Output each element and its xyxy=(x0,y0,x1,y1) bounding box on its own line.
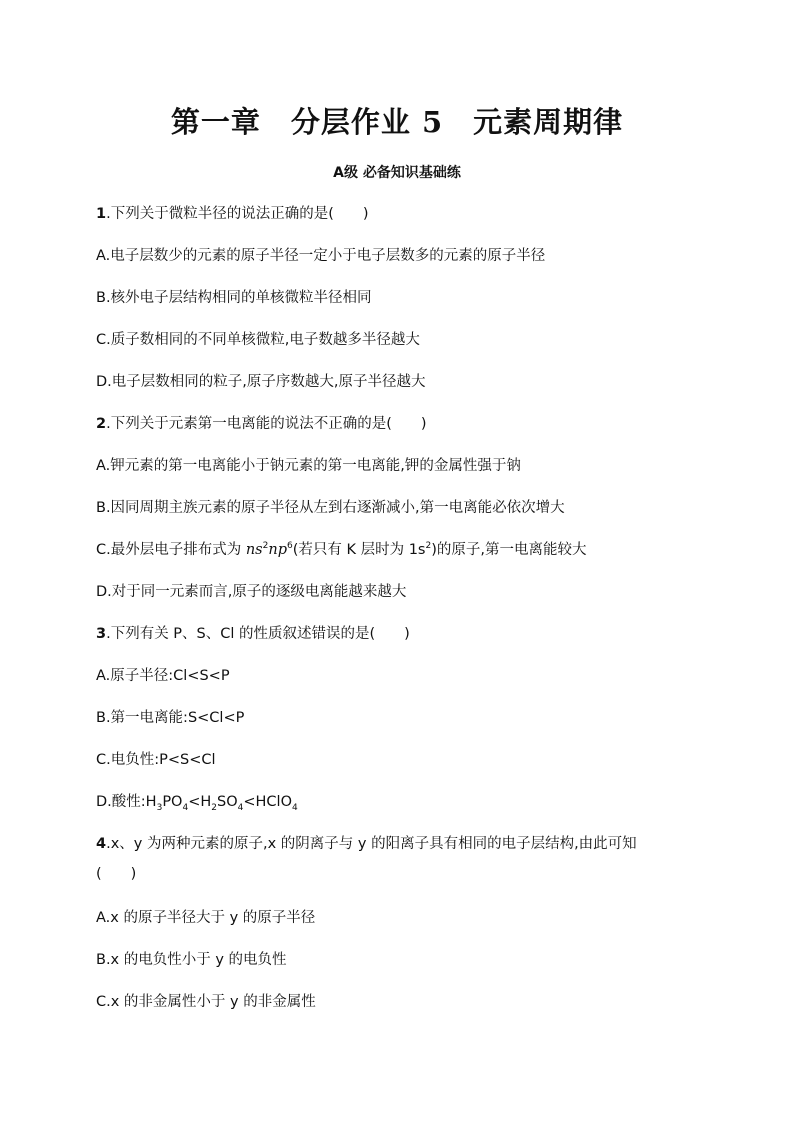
question-text: .下列关于元素第一电离能的说法不正确的是( ) xyxy=(106,416,427,432)
question-4-stem xyxy=(96,834,706,854)
question-3-stem xyxy=(96,624,706,644)
question-1-option-b: B.核外电子层结构相同的单核微粒半径相同 xyxy=(96,290,372,306)
question-text: .x、y 为两种元素的原子,x 的阴离子与 y 的阳离子具有相同的电子层结构,由此可知 xyxy=(106,836,637,852)
title-assignment: 分层作业 5 xyxy=(290,105,444,139)
question-1-option-d: D.电子层数相同的粒子,原子序数越大,原子半径越大 xyxy=(96,374,426,390)
section-subtitle: A级 必备知识基础练 xyxy=(333,165,461,181)
question-1-option-a: A.电子层数少的元素的原子半径一定小于电子层数多的元素的原子半径 xyxy=(96,248,546,264)
question-3-option-a: A.原子半径:Cl<S<P xyxy=(96,668,230,684)
question-4-option-a: A.x 的原子半径大于 y 的原子半径 xyxy=(96,910,316,926)
question-4-stem-continued: ( ) xyxy=(96,866,137,882)
question-2-option-a: A.钾元素的第一电离能小于钠元素的第一电离能,钾的金属性强于钠 xyxy=(96,458,521,474)
question-1-option-c: C.质子数相同的不同单核微粒,电子数越多半径越大 xyxy=(96,332,420,348)
question-text: .下列有关 P、S、Cl 的性质叙述错误的是( ) xyxy=(106,626,410,642)
question-number: 1 xyxy=(96,206,107,222)
question-number: 3 xyxy=(96,626,107,642)
question-2-option-b: B.因同周期主族元素的原子半径从左到右逐渐减小,第一电离能必依次增大 xyxy=(96,500,565,516)
question-4-option-c: C.x 的非金属性小于 y 的非金属性 xyxy=(96,994,316,1010)
question-1-stem xyxy=(96,204,706,224)
question-2-option-d: D.对于同一元素而言,原子的逐级电离能越来越大 xyxy=(96,584,407,600)
question-text: .下列关于微粒半径的说法正确的是( ) xyxy=(106,206,369,222)
question-3-option-c: C.电负性:P<S<Cl xyxy=(96,752,216,768)
question-number: 2 xyxy=(96,416,107,432)
page-title xyxy=(0,100,794,141)
question-3-option-d: D.酸性$:H_3PO_4<H_2SO_4<HClO_4$ xyxy=(96,794,298,813)
title-chapter: 第一章 xyxy=(170,105,261,139)
question-2-stem xyxy=(96,414,706,434)
question-3-option-b: B.第一电离能:S<Cl<P xyxy=(96,710,245,726)
title-topic: 元素周期律 xyxy=(473,105,624,139)
question-4-option-b: B.x 的电负性小于 y 的电负性 xyxy=(96,952,287,968)
question-2-option-c: C.最外层电子排布式为 $ns^2np^6$(若只有 K 层时为 $1s^2$)的原子,第一电离能较大 xyxy=(96,541,587,558)
question-number: 4 xyxy=(96,836,107,852)
